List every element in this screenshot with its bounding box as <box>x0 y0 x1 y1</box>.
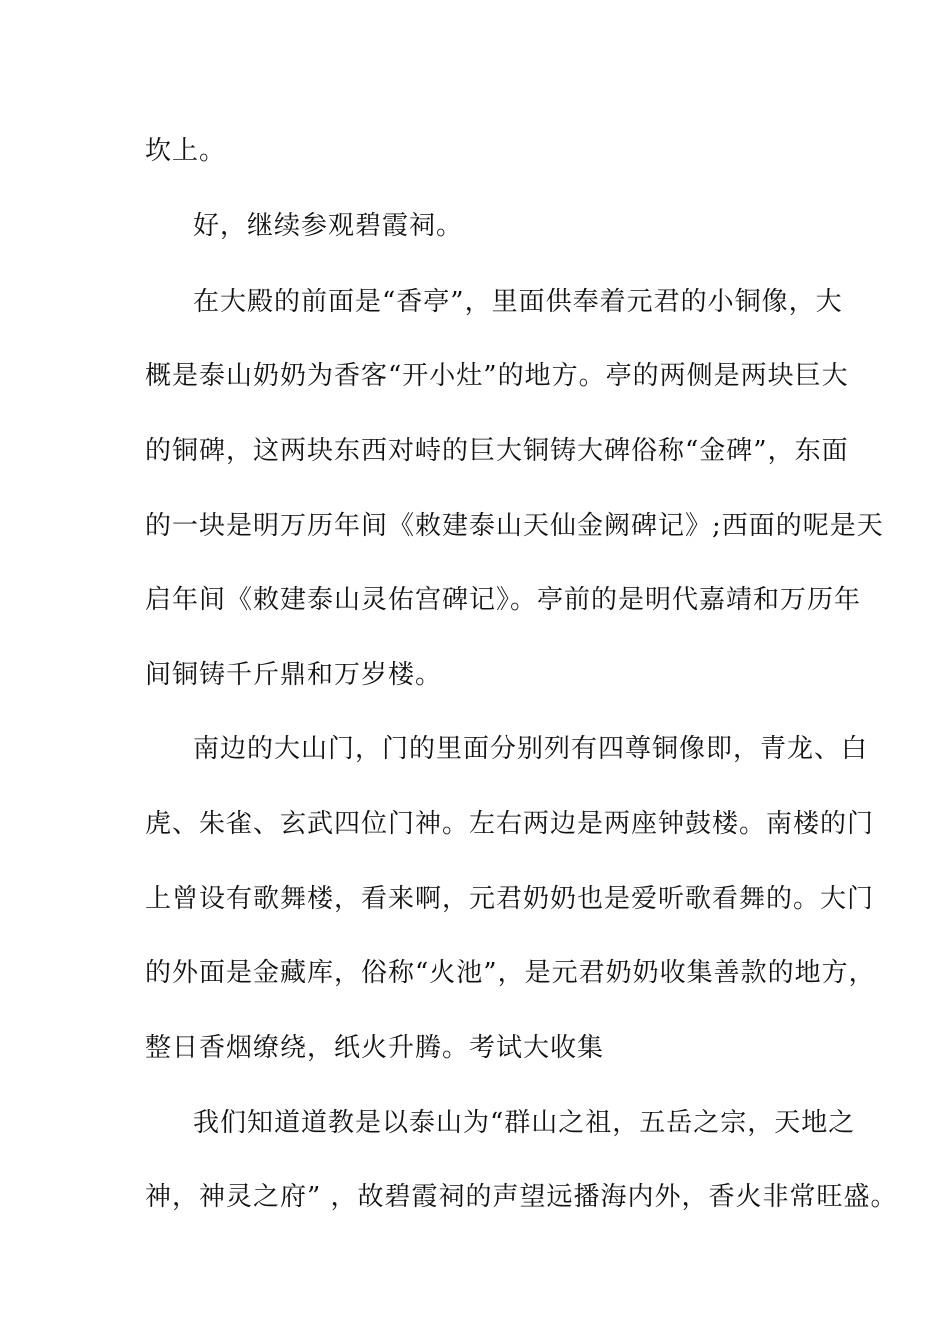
text-line: 间铜铸千斤鼎和万岁楼。 <box>145 660 443 690</box>
paragraph-line: 南边的大山门，门的里面分别列有四尊铜像即，青龙、白 <box>193 734 869 764</box>
text-line: 整日香烟缭绕，纸火升腾。考试大收集 <box>145 1033 605 1063</box>
text-line: 的外面是金藏库，俗称“火池”，是元君奶奶收集善款的地方， <box>145 958 876 988</box>
text-line: 的铜碑，这两块东西对峙的巨大铜铸大碑俗称“金碑”，东面 <box>145 436 849 466</box>
text-line: 坎上。 <box>145 136 227 166</box>
paragraph-line: 我们知道道教是以泰山为“群山之祖，五岳之宗，天地之 <box>193 1108 856 1138</box>
text-line: 虎、朱雀、玄武四位门神。左右两边是两座钟鼓楼。南楼的门 <box>145 809 875 839</box>
paragraph-line: 在大殿的前面是“香亭”，里面供奉着元君的小铜像，大 <box>193 287 843 317</box>
text-line: 启年间《敕建泰山灵佑宫碑记》。亭前的是明代嘉靖和万历年 <box>145 585 862 615</box>
text-line: 上曾设有歌舞楼，看来啊，元君奶奶也是爱听歌看舞的。大门 <box>145 884 875 914</box>
text-line: 神，神灵之府” ，故碧霞祠的声望远播海内外，香火非常旺盛。 <box>145 1182 898 1212</box>
text-line: 概是泰山奶奶为香客“开小灶”的地方。亭的两侧是两块巨大 <box>145 361 849 391</box>
paragraph-line: 好，继续参观碧霞祠。 <box>193 211 464 241</box>
text-line: 的一块是明万历年间《敕建泰山天仙金阙碑记》;西面的呢是天 <box>145 511 884 541</box>
